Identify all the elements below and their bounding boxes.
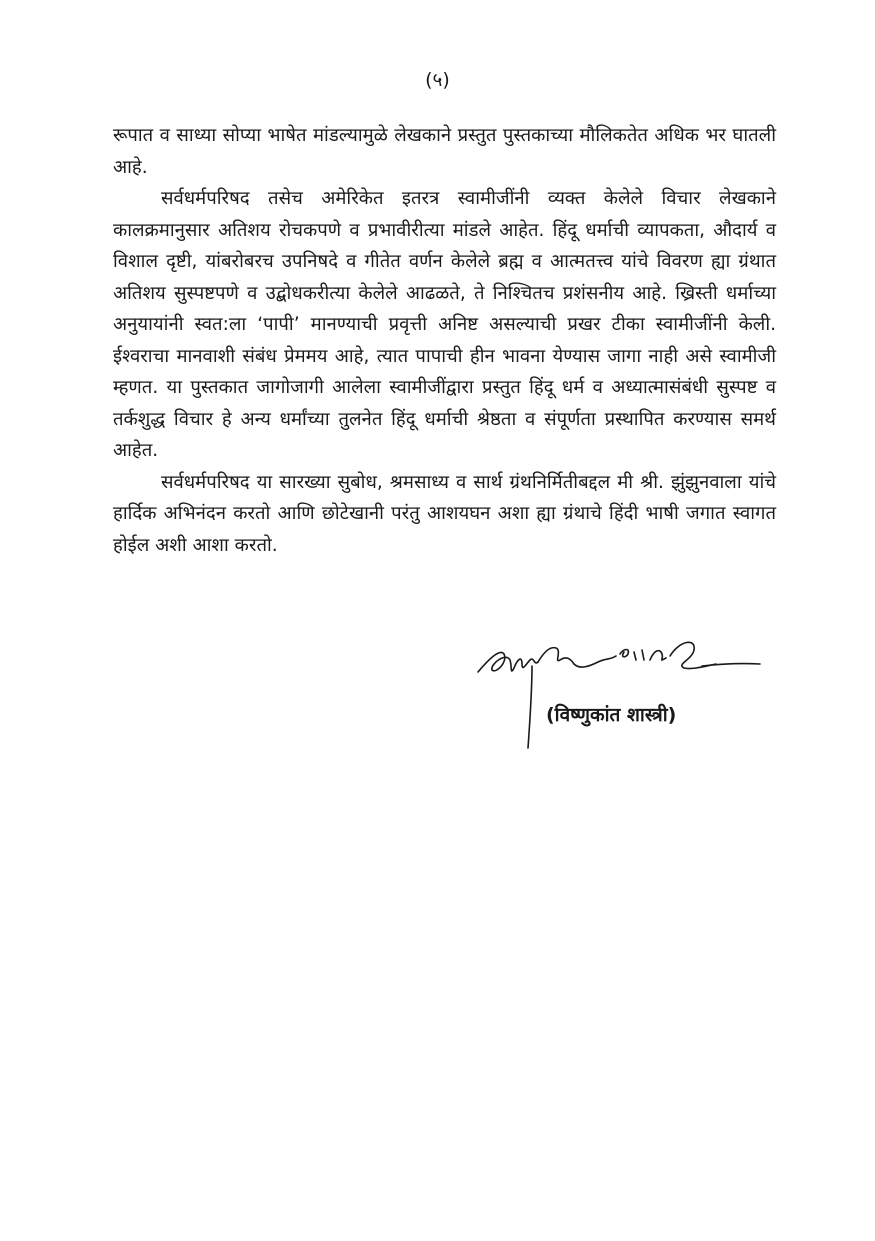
handwritten-signature-icon xyxy=(470,630,770,755)
paragraph-continuation: रूपात व साध्या सोप्या भाषेत मांडल्यामुळे लेखकाने प्रस्तुत पुस्तकाच्या मौलिकतेत अधिक भर घातली आहे. xyxy=(113,125,776,178)
paragraph-main: सर्वधर्मपरिषद तसेच अमेरिकेत इतरत्र स्वामीजींनी व्यक्त केलेले विचार लेखकाने कालक्रमानुसार अतिशय रोचकपणे व प्रभावीरीत्या मांडले आहेत. हिंदू धर्माची व्यापकता, औदार्य व विशाल दृष्टी, यांबरोबरच उपनिषदे व गीतेत वर्णन केलेले ब्रह्म व आत्मतत्त्व यांचे विवरण ह्या ग्रंथात अतिशय सुस्पष्टपणे व उद्बोधकरीत्या केलेले आढळते, ते निश्चितच प्रशंसनीय आहे. ख्रिस्ती धर्माच्या अनुयायांनी स्वत:ला ‘पापी’ मानण्याची प्रवृत्ती अनिष्ट असल्याची प्रखर टीका स्वामीजींनी केली. ईश्वराचा मानवाशी संबंध प्रेममय आहे, त्यात पापाची हीन भावना येण्यास जागा नाही असे स्वामीजी म्हणत. या पुस्तकात जागोजागी आलेला स्वामीजींद्वारा प्रस्तुत हिंदू धर्म व अध्यात्मासंबंधी सुस्पष्ट व तर्कशुद्ध विचार हे अन्य धर्मांच्या तुलनेत हिंदू धर्माची श्रेष्ठता व संपूर्णता प्रस्थापित करण्यास समर्थ आहेत. xyxy=(113,188,776,461)
document-body xyxy=(113,120,776,561)
signature-block xyxy=(470,630,770,760)
page-number: (५) xyxy=(425,69,450,91)
paragraph-closing: सर्वधर्मपरिषद या सारख्या सुबोध, श्रमसाध्य व सार्थ ग्रंथनिर्मितीबद्दल मी श्री. झुंझुनवाला यांचे हार्दिक अभिनंदन करतो आणि छोटेखानी परंतु आशयघन अशा ह्या ग्रंथाचे हिंदी भाषी जगात स्वागत होईल अशी आशा करतो. xyxy=(113,471,776,556)
signatory-name: (विष्णुकांत शास्त्री) xyxy=(546,704,677,726)
